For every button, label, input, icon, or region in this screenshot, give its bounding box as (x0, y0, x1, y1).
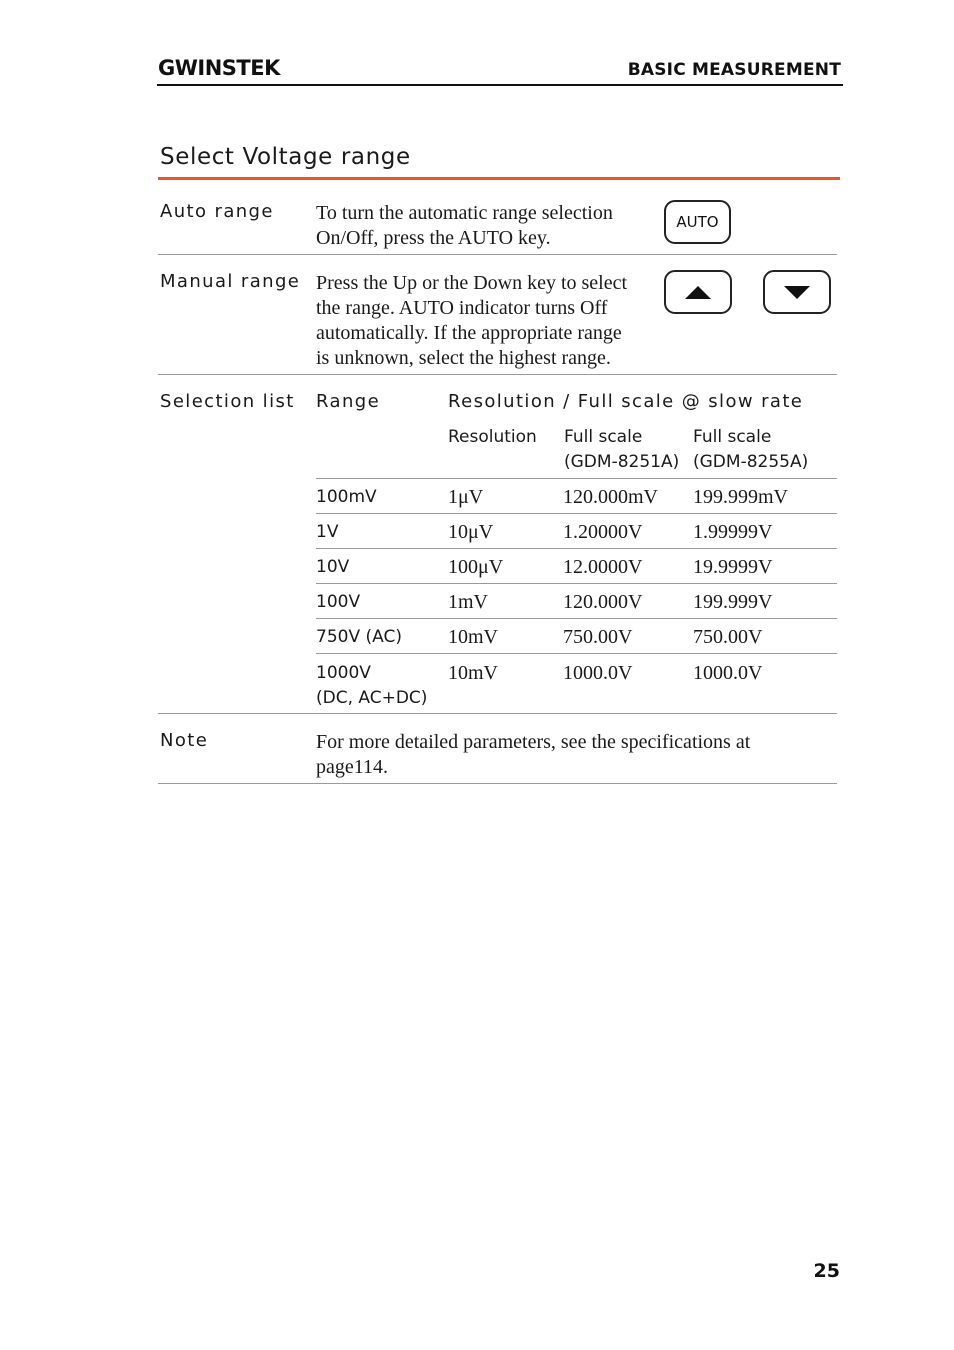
subheader-fullscale-8251a (564, 425, 679, 475)
row-100mv-fullscale-8255a: 199.999mV (693, 486, 788, 508)
divider-auto-range (158, 254, 837, 255)
note-line-1: For more detailed parameters, see the specifications at (316, 731, 751, 753)
selection-list-label: Selection list (160, 391, 295, 412)
row-1000v-range-line-1: 1000V (316, 663, 371, 683)
row-1000v-fullscale-8251a: 1000.0V (563, 662, 633, 684)
auto-range-line-1: To turn the automatic range selection (316, 202, 613, 224)
row-750v-fullscale-8255a: 750.00V (693, 626, 763, 648)
row-10v-fullscale-8255a: 19.9999V (693, 556, 773, 578)
manual-range-line-1: Press the Up or the Down key to select (316, 272, 628, 294)
row-1v-fullscale-8255a: 1.99999V (693, 521, 773, 543)
row-100v-fullscale-8255a: 199.999V (693, 591, 773, 613)
divider-row-4 (316, 618, 837, 619)
section-header: BASIC MEASUREMENT (627, 60, 841, 80)
row-100v-fullscale-8251a: 120.000V (563, 591, 643, 613)
row-100v-resolution: 1mV (448, 591, 488, 613)
divider-row-2 (316, 548, 837, 549)
manual-range-line-4: is unknown, select the highest range. (316, 347, 611, 369)
divider-row-1 (316, 513, 837, 514)
row-1000v-fullscale-8255a: 1000.0V (693, 662, 763, 684)
brand-logo: GWINSTEK (158, 56, 280, 80)
row-750v-range: 750V (AC) (316, 627, 402, 647)
divider-row-3 (316, 583, 837, 584)
row-10v-range: 10V (316, 557, 350, 577)
divider-note (158, 783, 837, 784)
up-key (664, 270, 732, 314)
auto-key-label: AUTO (676, 213, 719, 231)
triangle-up-icon (685, 286, 711, 299)
row-1v-resolution: 10μV (448, 521, 494, 543)
note-line-2: page114. (316, 756, 389, 778)
subheader-fullscale-8255a-line-2: (GDM-8255A) (693, 452, 809, 472)
row-100v-range: 100V (316, 592, 361, 612)
auto-range-description (316, 201, 613, 251)
triangle-down-icon (784, 286, 810, 299)
divider-row-5 (316, 653, 837, 654)
auto-range-line-2: On/Off, press the AUTO key. (316, 227, 551, 249)
manual-range-label: Manual range (160, 271, 301, 292)
row-100mv-fullscale-8251a: 120.000mV (563, 486, 658, 508)
column-header-range: Range (316, 391, 381, 412)
header-divider (157, 84, 843, 86)
row-1000v-range-line-2: (DC, AC+DC) (316, 688, 428, 708)
page-number: 25 (813, 1260, 840, 1282)
subheader-fullscale-8251a-line-2: (GDM-8251A) (564, 452, 680, 472)
divider-selection-list (158, 713, 837, 714)
note-label: Note (160, 730, 209, 751)
manual-range-line-2: the range. AUTO indicator turns Off (316, 297, 608, 319)
row-1v-fullscale-8251a: 1.20000V (563, 521, 643, 543)
title-underline (158, 177, 840, 180)
manual-range-description (316, 271, 627, 371)
row-100mv-range: 100mV (316, 487, 377, 507)
subheader-fullscale-8255a (693, 425, 808, 475)
down-key (763, 270, 831, 314)
divider-manual-range (158, 374, 837, 375)
row-10v-fullscale-8251a: 12.0000V (563, 556, 643, 578)
auto-range-label: Auto range (160, 201, 274, 222)
note-description (316, 730, 750, 780)
page-title: Select Voltage range (160, 144, 411, 170)
row-1000v-range (316, 661, 427, 711)
subheader-fullscale-8251a-line-1: Full scale (564, 427, 643, 447)
row-750v-fullscale-8251a: 750.00V (563, 626, 633, 648)
row-10v-resolution: 100μV (448, 556, 504, 578)
manual-range-line-3: automatically. If the appropriate range (316, 322, 622, 344)
row-1000v-resolution: 10mV (448, 662, 498, 684)
row-1v-range: 1V (316, 522, 339, 542)
subheader-resolution: Resolution (448, 427, 537, 447)
subheader-fullscale-8255a-line-1: Full scale (693, 427, 772, 447)
row-100mv-resolution: 1μV (448, 486, 484, 508)
column-header-resolution-fullscale: Resolution / Full scale @ slow rate (448, 391, 804, 412)
row-750v-resolution: 10mV (448, 626, 498, 648)
divider-table-header (316, 478, 837, 479)
auto-key (664, 200, 731, 244)
